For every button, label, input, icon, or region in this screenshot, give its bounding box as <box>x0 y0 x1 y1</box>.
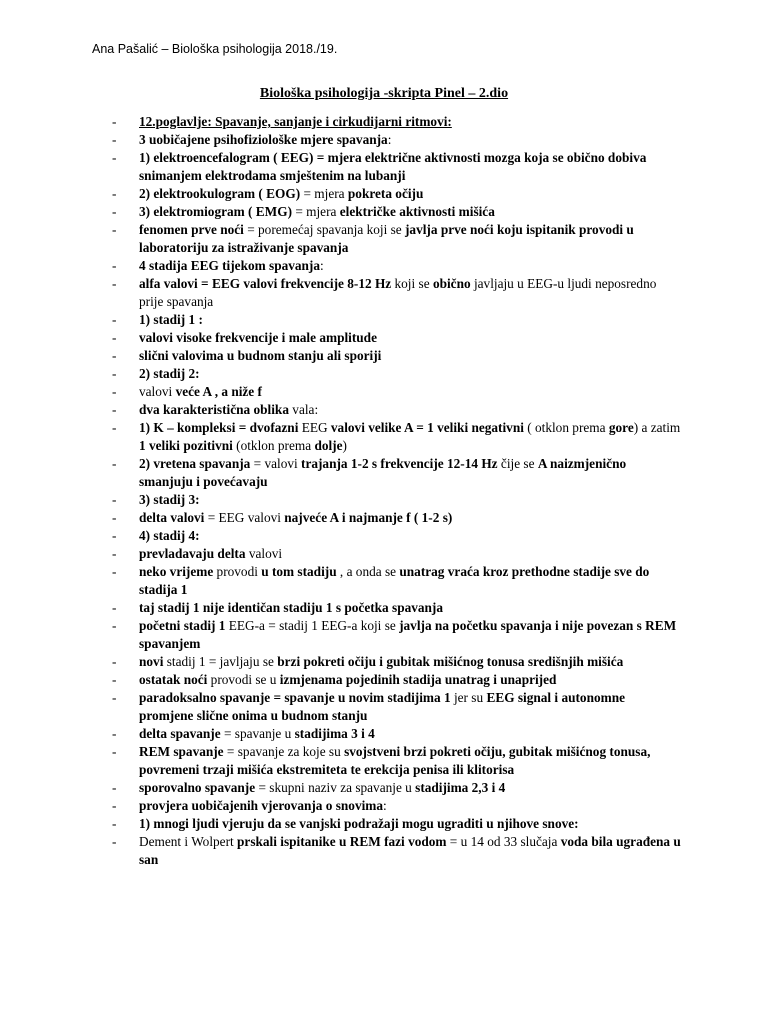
list-item-text: svojstveni brzi pokreti očiju, gubitak mišićnog tonusa, povremeni trzaji mišića ekstremiteta te erekcija penisa ili klitorisa <box>139 744 651 777</box>
list-item <box>112 833 682 869</box>
list-item-text: veće A , a niže f <box>175 384 262 399</box>
list-item-text: 3) elektromiogram ( EMG) <box>139 204 292 219</box>
list-item-text: ) <box>342 438 347 453</box>
list-item-text: stadijima 2,3 i 4 <box>415 780 506 795</box>
list-item-text: EEG-a = stadij 1 EEG-a koji se <box>225 618 400 633</box>
list-item-text: 1) stadij 1 : <box>139 312 203 327</box>
list-item <box>112 113 682 131</box>
list-item-text: neko vrijeme <box>139 564 214 579</box>
list-item <box>112 617 682 653</box>
list-item-text: = skupni naziv za spavanje u <box>255 780 416 795</box>
list-item-text: čije se <box>497 456 538 471</box>
list-item <box>112 419 682 455</box>
list-item <box>112 365 682 383</box>
list-item-text: stadij 1 = javljaju se <box>163 654 278 669</box>
list-item <box>112 725 682 743</box>
list-item-text: delta valovi <box>139 510 205 525</box>
list-item-text: slični valovima u budnom stanju ali sporiji <box>139 348 382 363</box>
list-item-text: prskali ispitanike u REM fazi vodom <box>237 834 447 849</box>
list-item-text: paradoksalno spavanje = spavanje u novim stadijima 1 <box>139 690 451 705</box>
list-item-text: alfa valovi = EEG valovi frekvencije 8-12 Hz <box>139 276 392 291</box>
list-item-text: koji se <box>391 276 433 291</box>
list-item-text: 4) stadij 4: <box>139 528 200 543</box>
list-item <box>112 671 682 689</box>
list-item-text: = valovi <box>250 456 302 471</box>
list-item <box>112 221 682 257</box>
list-item-text: provodi se u <box>207 672 280 687</box>
list-item <box>112 383 682 401</box>
list-item-text: vala: <box>288 402 319 417</box>
list-item-text: unatrag vraća kroz prethodne stadije sve do stadija 1 <box>139 564 650 597</box>
list-item-text: 3 uobičajene psihofiziološke mjere spavanja <box>139 132 388 147</box>
list-item-text: 1 veliki pozitivni <box>139 438 233 453</box>
list-item-text: 2) vretena spavanja <box>139 456 251 471</box>
list-item-text: = EEG valovi <box>204 510 285 525</box>
list-item-text: : <box>383 798 387 813</box>
list-item <box>112 401 682 419</box>
list-item <box>112 329 682 347</box>
list-item-text: A naizmjenično smanjuju i povećavaju <box>139 456 627 489</box>
list-item <box>112 779 682 797</box>
list-item <box>112 185 682 203</box>
list-item <box>112 689 682 725</box>
list-item-text: (otklon prema <box>232 438 315 453</box>
list-item-text: električke aktivnosti mišića <box>339 204 495 219</box>
list-item-text: = spavanje u <box>220 726 295 741</box>
list-item-text: 1) elektroencefalogram ( EEG) = mjera električne aktivnosti mozga koja se obično dobiva snimanjem elektrodama smještenim na lubanji <box>139 150 647 183</box>
list-item <box>112 653 682 671</box>
list-item <box>112 455 682 491</box>
list-item-text: najveće A i najmanje f ( 1-2 s) <box>284 510 453 525</box>
list-item-text: voda bila ugrađena u san <box>139 834 681 867</box>
list-item-text: = mjera <box>292 204 340 219</box>
list-item-text: obično <box>432 276 471 291</box>
list-item <box>112 815 682 833</box>
list-item-text: valovi <box>245 546 283 561</box>
list-item <box>112 743 682 779</box>
list-item-text: izmjenama pojedinih stadija unatrag i unaprijed <box>279 672 557 687</box>
list-item-text: 1) K – kompleksi = dvofazni <box>139 420 299 435</box>
list-item-text: : <box>387 132 392 147</box>
list-item-text: valovi visoke frekvencije i male amplitude <box>139 330 377 345</box>
list-item <box>112 545 682 563</box>
list-item-text: EEG signal i autonomne promjene slične onima u budnom stanju <box>139 690 625 723</box>
list-item-text: javljaju u EEG-u ljudi neposredno prije spavanja <box>139 276 657 309</box>
list-item-text: fenomen prve noći <box>139 222 244 237</box>
list-item-text: prevladavaju delta <box>139 546 246 561</box>
list-item <box>112 527 682 545</box>
list-item-text: ) a zatim <box>633 420 681 435</box>
bullet-list <box>112 113 682 869</box>
list-item-text: 1) mnogi ljudi vjeruju da se vanjski podražaji mogu ugraditi u njihove snove: <box>139 816 579 831</box>
list-item-text: REM spavanje <box>139 744 224 759</box>
list-item-text: u tom stadiju <box>261 564 337 579</box>
list-item-text: 3) stadij 3: <box>139 492 200 507</box>
list-item-text: valovi <box>139 384 176 399</box>
list-item-text: 4 stadija EEG tijekom spavanja <box>139 258 321 273</box>
list-item-text: provjera uobičajenih vjerovanja o snovima <box>139 798 384 813</box>
list-item-text: dolje <box>314 438 343 453</box>
list-item-text: brzi pokreti očiju i gubitak mišićnog tonusa središnjih mišića <box>277 654 624 669</box>
list-item-text: provodi <box>213 564 262 579</box>
list-item <box>112 509 682 527</box>
list-item-text: 2) stadij 2: <box>139 366 200 381</box>
document-title: Biološka psihologija -skripta Pinel – 2.dio <box>259 86 509 101</box>
list-item-text: Dement i Wolpert <box>139 834 238 849</box>
list-item-text: taj stadij 1 nije identičan stadiju 1 s početka spavanja <box>139 600 444 615</box>
list-item <box>112 797 682 815</box>
page-header: Ana Pašalić – Biološka psihologija 2018./19. <box>92 42 338 56</box>
list-item <box>112 275 682 311</box>
list-item <box>112 599 682 617</box>
list-item-text: trajanja 1-2 s frekvencije 12-14 Hz <box>301 456 498 471</box>
list-item-text: ( otklon prema <box>523 420 609 435</box>
list-item <box>112 491 682 509</box>
list-item-text: = mjera <box>300 186 348 201</box>
list-item-text: javlja prve noći koju ispitanik provodi u laboratoriju za istraživanje spavanja <box>139 222 634 255</box>
list-item-text: stadijima 3 i 4 <box>294 726 375 741</box>
list-item <box>112 203 682 221</box>
list-item <box>112 563 682 599</box>
list-item-text: = poremećaj spavanja koji se <box>243 222 405 237</box>
list-item-text: valovi velike A = 1 veliki negativni <box>330 420 524 435</box>
list-item <box>112 149 682 185</box>
list-item-text: = spavanje za koje su <box>223 744 345 759</box>
list-item-text: gore <box>608 420 634 435</box>
list-item-text: novi <box>139 654 164 669</box>
list-item-text: = u 14 od 33 slučaja <box>446 834 561 849</box>
list-item <box>112 131 682 149</box>
list-item-text: ostatak noći <box>139 672 208 687</box>
list-item-text: EEG <box>298 420 331 435</box>
list-item-text: sporovalno spavanje <box>139 780 256 795</box>
list-item-text: : <box>320 258 324 273</box>
list-item <box>112 311 682 329</box>
list-item-text: , a onda se <box>336 564 400 579</box>
list-item <box>112 347 682 365</box>
list-item-text: jer su <box>450 690 487 705</box>
list-item-text: dva karakteristična oblika <box>139 402 289 417</box>
list-item-text: 12.poglavlje: Spavanje, sanjanje i cirkudijarni ritmovi: <box>139 114 452 129</box>
list-item-text: početni stadij 1 <box>139 618 226 633</box>
list-item-text: javlja na početku spavanja i nije povezan s REM spavanjem <box>139 618 677 651</box>
list-item <box>112 257 682 275</box>
list-item-text: 2) elektrookulogram ( EOG) <box>139 186 301 201</box>
list-item-text: delta spavanje <box>139 726 221 741</box>
list-item-text: pokreta očiju <box>347 186 424 201</box>
